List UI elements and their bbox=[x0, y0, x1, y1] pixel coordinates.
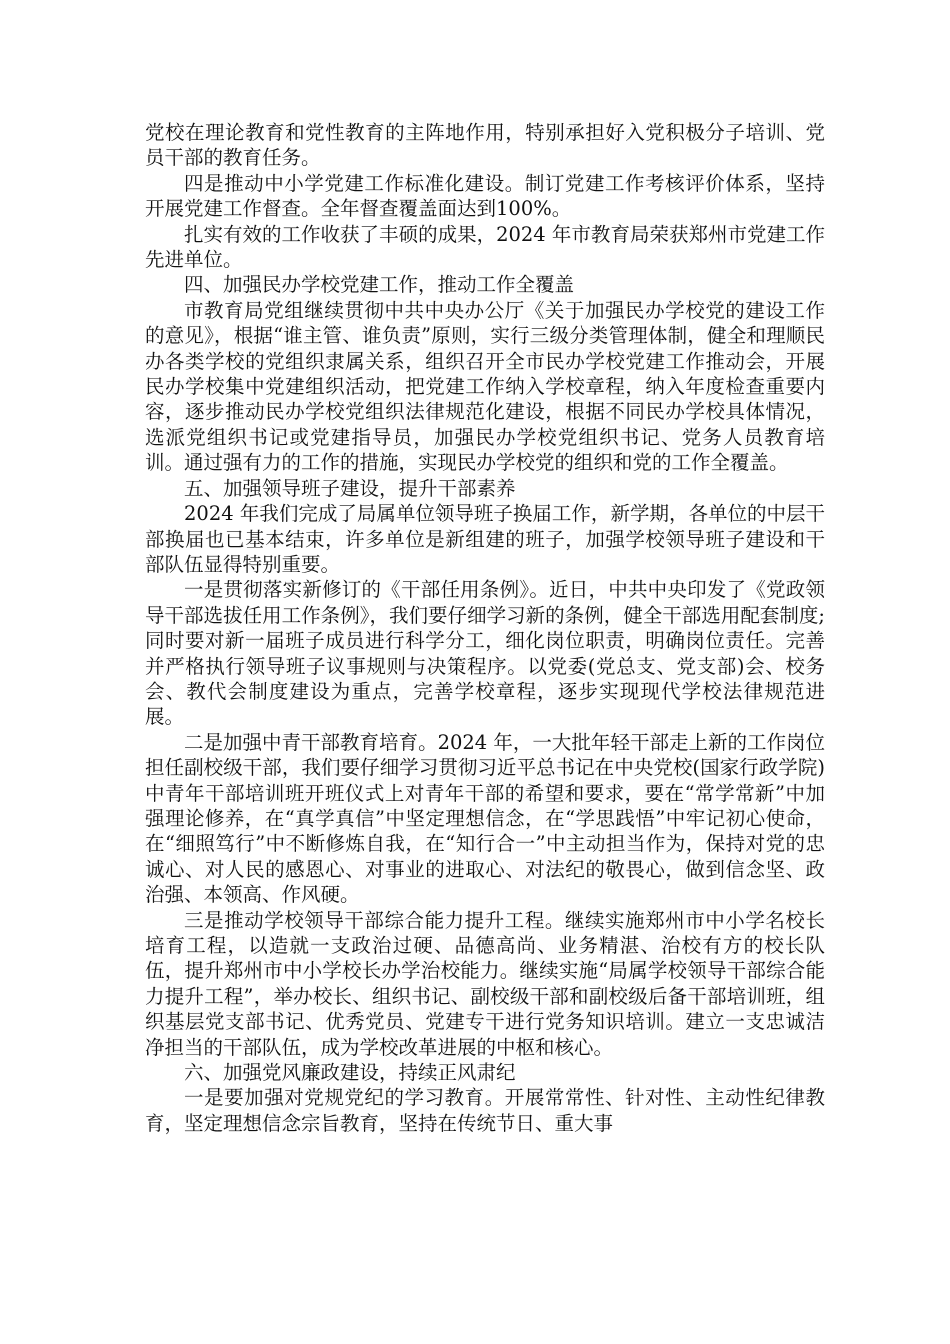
section-heading-private-schools: 四、加强民办学校党建工作，推动工作全覆盖 bbox=[184, 273, 575, 297]
section-heading-integrity: 六、加强党风廉政建设，持续正风肃纪 bbox=[184, 1061, 516, 1085]
section-heading-leadership: 五、加强领导班子建设，提升干部素养 bbox=[184, 476, 516, 500]
paragraph-point-one-regulations: 一是贯彻落实新修订的《干部任用条例》。近日，中共中央印发了《党政领导干部选拔任用工作条例》，我们要仔细学习新的条例，健全干部选用配套制度;同时要对新一届班子成员进行科学分工，细化岗位职责，明确岗位责任。完善并严格执行领导班子议事规则与决策程序。以党委(党总支、党支部)会、校务会、教代会制度建设为重点，完善学校章程，逐步实现现代学校法律规范进展。 bbox=[145, 578, 825, 729]
paragraph-achievements: 扎实有效的工作收获了丰硕的成果，2024 年市教育局荣获郑州市党建工作先进单位。 bbox=[145, 222, 825, 272]
paragraph-point-one-discipline: 一是要加强对党规党纪的学习教育。开展常常性、针对性、主动性纪律教育，坚定理想信念宗旨教育，坚持在传统节日、重大事 bbox=[145, 1086, 825, 1135]
paragraph-leadership-intro: 2024 年我们完成了局属单位领导班子换届工作，新学期，各单位的中层干部换届也已基本结束，许多单位是新组建的班子，加强学校领导班子建设和干部队伍显得特别重要。 bbox=[145, 502, 825, 576]
document-body bbox=[145, 120, 825, 1136]
paragraph-intro-continuation: 党校在理论教育和党性教育的主阵地作用，特别承担好入党积极分子培训、党员干部的教育任务。 bbox=[145, 121, 825, 170]
paragraph-point-four-standardization: 四是推动中小学党建工作标准化建设。制订党建工作考核评价体系，坚持开展党建工作督查。全年督查覆盖面达到100%。 bbox=[145, 171, 825, 221]
paragraph-private-schools: 市教育局党组继续贯彻中共中央办公厅《关于加强民办学校党的建设工作的意见》，根据“谁主管、谁负责”原则，实行三级分类管理体制，健全和理顺民办各类学校的党组织隶属关系，组织召开全市民办学校党建工作推动会，开展民办学校集中党建组织活动，把党建工作纳入学校章程，纳入年度检查重要内容，逐步推动民办学校党组织法律规范化建设，根据不同民办学校具体情况，选派党组织书记或党建指导员，加强民办学校党组织书记、党务人员教育培训。通过强有力的工作的措施，实现民办学校党的组织和党的工作全覆盖。 bbox=[145, 298, 825, 475]
paragraph-point-two-young-cadres: 二是加强中青干部教育培育。2024 年，一大批年轻干部走上新的工作岗位担任副校级干部，我们要仔细学习贯彻习近平总书记在中央党校(国家行政学院)中青年干部培训班开班仪式上对青年干部的希望和要求，要在“常学常新”中加强理论修养，在“真学真信”中坚定理想信念，在“学思践悟”中牢记初心使命，在“细照笃行”中不断修炼自我，在“知行合一”中主动担当作为，保持对党的忠诚心、对人民的感恩心、对事业的进取心、对法纪的敬畏心，做到信念坚、政治强、本领高、作风硬。 bbox=[145, 730, 825, 907]
paragraph-point-three-capability: 三是推动学校领导干部综合能力提升工程。继续实施郑州市中小学名校长培育工程，以造就一支政治过硬、品德高尚、业务精湛、治校有方的校长队伍，提升郑州市中小学校长办学治校能力。继续实施“局属学校领导干部综合能力提升工程”，举办校长、组织书记、副校级干部和副校级后备干部培训班，组织基层党支部书记、优秀党员、党建专干进行党务知识培训。建立一支忠诚洁净担当的干部队伍，成为学校改革进展的中枢和核心。 bbox=[145, 908, 825, 1059]
